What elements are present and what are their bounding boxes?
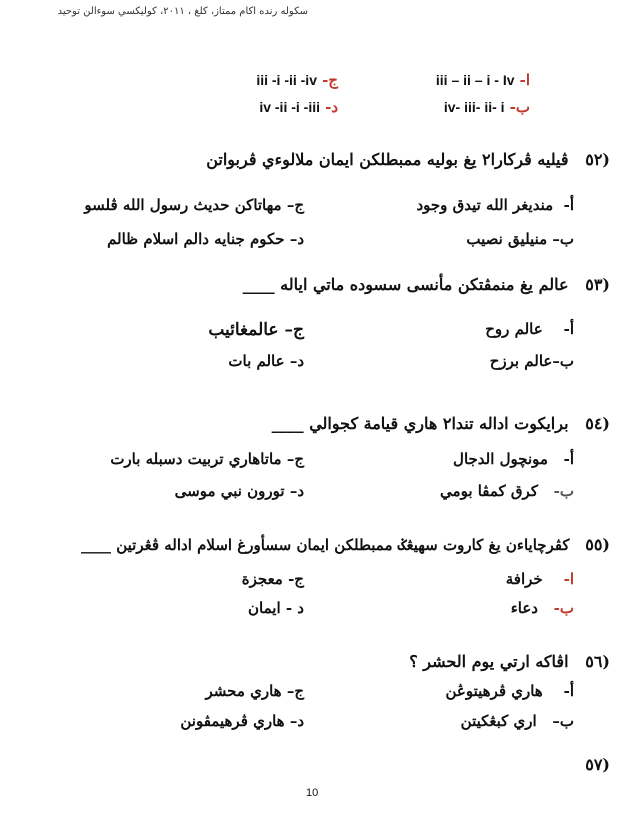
question-text: اڤاکه ارتي يوم الحشر ؟ bbox=[409, 652, 569, 671]
option-d[interactable]: د– عالم بات bbox=[228, 352, 304, 370]
question-number: (٥٤ bbox=[585, 414, 610, 433]
option-b[interactable]: ب– اري کبڠکيتن bbox=[460, 712, 574, 730]
option-b[interactable]: ب- کرق کمڤا بومي bbox=[440, 482, 574, 500]
option-a[interactable]: أ- مونچول الدجال bbox=[453, 450, 574, 468]
option-d[interactable]: د– تورون نبي موسى bbox=[174, 482, 304, 500]
option-letter: ب- bbox=[509, 98, 530, 116]
option-c[interactable]: ج– ماتاهاري تربيت دسبله بارت bbox=[110, 450, 304, 468]
option-a[interactable]: أ- هاري ڤرهيتوڠن bbox=[445, 682, 574, 700]
top-option-ba bbox=[444, 97, 530, 116]
option-c[interactable]: ج– هاري محشر bbox=[205, 682, 304, 700]
question-number: (٥٦ bbox=[585, 652, 610, 671]
question-57 bbox=[585, 755, 610, 774]
option-value: iii – ii – i - Iv bbox=[435, 72, 515, 88]
option-letter: ا- bbox=[519, 71, 530, 89]
question-52 bbox=[206, 150, 610, 169]
option-value: iv- iii- ii- i bbox=[443, 99, 505, 115]
option-a[interactable]: أ- عالم روح bbox=[485, 320, 574, 338]
option-c[interactable]: ج- معجزة bbox=[241, 570, 304, 588]
question-56 bbox=[409, 652, 610, 671]
option-d[interactable]: د - ايمان bbox=[248, 599, 304, 617]
question-number: (٥٢ bbox=[585, 150, 610, 169]
option-value: iv -ii -i -iii bbox=[259, 99, 320, 115]
question-text: ڤيليه ڤرکارا٢ يغ بوليه ممبطلکن ايمان ملالوءي ڤربواتن bbox=[206, 150, 569, 169]
option-a[interactable]: ا- خرافة bbox=[505, 570, 574, 588]
question-55 bbox=[81, 535, 610, 554]
option-b[interactable]: ب–عالم برزح bbox=[489, 352, 574, 370]
option-letter: ج- bbox=[322, 71, 338, 89]
option-d[interactable]: د– حکوم جنايه دالم اسلام ظالم bbox=[107, 230, 304, 248]
question-54 bbox=[272, 414, 610, 433]
question-text: کڤرچاياءن يغ کاروت سهيڠݢ ممبطلکن ايمان سسأورغ اسلام اداله ڤڠرتين ____ bbox=[81, 536, 570, 554]
question-text: عالم يغ منمڤتکن مأنسى سسوده ماتي اياله ____ bbox=[242, 275, 569, 294]
option-b[interactable]: ب- دعاء bbox=[510, 599, 574, 617]
top-option-jim bbox=[256, 70, 338, 89]
question-number: (٥٣ bbox=[585, 275, 610, 294]
option-letter: د- bbox=[325, 98, 338, 116]
top-option-alif bbox=[436, 70, 530, 89]
top-option-dal bbox=[259, 97, 338, 116]
question-53 bbox=[243, 275, 610, 294]
option-value: iii -i -ii -iv bbox=[256, 72, 317, 88]
option-b[interactable]: ب– منيليق نصيب bbox=[466, 230, 574, 248]
option-d[interactable]: د– هاري ڤرهيمڤونن bbox=[180, 712, 304, 730]
option-c[interactable]: ج– عالمغائيب bbox=[208, 320, 304, 340]
question-text: برايکوت اداله تندا٢ هاري قيامة کجوالي ____ bbox=[271, 414, 569, 433]
page-number: 10 bbox=[306, 787, 319, 799]
question-number: (٥٧ bbox=[585, 755, 610, 774]
page-header: سكوله رنده اکام ممتاز، کلغ ، ٢٠١١، کوليکسي سوءالن توحيد bbox=[57, 6, 308, 17]
question-number: (٥٥ bbox=[585, 535, 610, 554]
option-c[interactable]: ج– مهاتاکن حديث رسول الله ڤلسو bbox=[84, 196, 304, 214]
option-a[interactable]: أ- منديغر الله تيدق وجود bbox=[416, 196, 574, 214]
